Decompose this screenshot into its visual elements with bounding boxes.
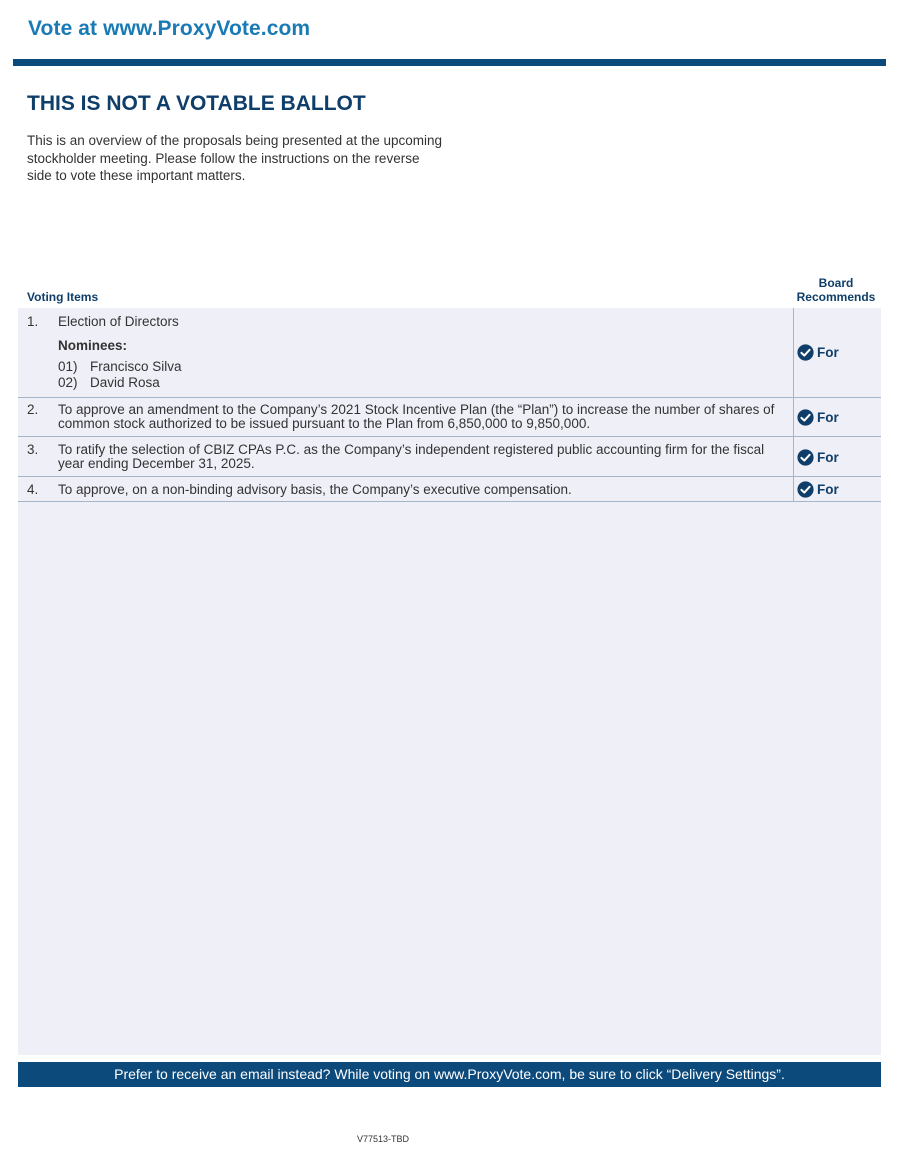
board-header-line2: Recommends [796,289,876,304]
item-number: 2. [27,402,39,417]
recommendation-label: For [817,449,839,465]
intro-text: This is an overview of the proposals being presented at the upcoming stockholder meeting. Please follow the instructions on the reverse side to vote these important matters. [27,133,442,183]
recommendation-label: For [817,344,839,360]
recommendation-label: For [817,409,839,425]
check-circle-icon [797,481,814,498]
voting-item-row [18,437,881,477]
nominee-name: David Rosa [90,374,160,390]
check-circle-icon [797,409,814,426]
check-circle-icon [797,449,814,466]
voting-item-row [18,477,881,502]
item-number: 1. [27,314,39,329]
item-text: To ratify the selection of CBIZ CPAs P.C. as the Company’s independent registered public accounting firm for the fiscal year ending December 31, 2025. [58,442,765,471]
column-divider [793,437,794,476]
item-title: Election of Directors [58,314,179,329]
nominee-number: 01) [58,359,78,374]
nominee-name: Francisco Silva [90,359,182,374]
nominee-item [58,360,790,374]
board-recommendation [797,481,839,498]
check-circle-icon [797,344,814,361]
ballot-title: THIS IS NOT A VOTABLE BALLOT [27,92,366,115]
board-recommendation [797,449,839,466]
nominee-list [58,360,790,389]
board-recommendation [797,344,839,361]
column-divider [793,477,794,501]
board-recommendation [797,409,839,426]
document-code: V77513-TBD [357,1134,410,1144]
board-header-line1: Board [818,276,854,290]
recommendation-label: For [817,481,839,497]
item-number: 3. [27,442,39,457]
vote-link[interactable]: Vote at www.ProxyVote.com [28,17,311,40]
item-text: To approve, on a non-binding advisory basis, the Company’s executive compensation. [58,482,572,497]
voting-item-row [18,398,881,437]
item-number: 4. [27,482,39,497]
column-divider [793,308,794,397]
item-text [58,315,790,389]
column-divider [793,398,794,436]
item-text: To approve an amendment to the Company’s 2021 Stock Incentive Plan (the “Plan”) to increase the number of shares of common stock authorized to be issued pursuant to the Plan from 6,850,000 to 9,850,000. [58,402,775,431]
nominee-number: 02) [58,374,78,390]
voting-items-header: Voting Items [27,290,99,304]
voting-item-row [18,308,881,398]
nominee-item [58,376,790,390]
board-recommends-header [790,277,882,304]
header-divider [13,59,886,66]
email-delivery-banner: Prefer to receive an email instead? While voting on www.ProxyVote.com, be sure to click “Delivery Settings”. [18,1062,881,1087]
nominees-label: Nominees: [58,337,128,353]
